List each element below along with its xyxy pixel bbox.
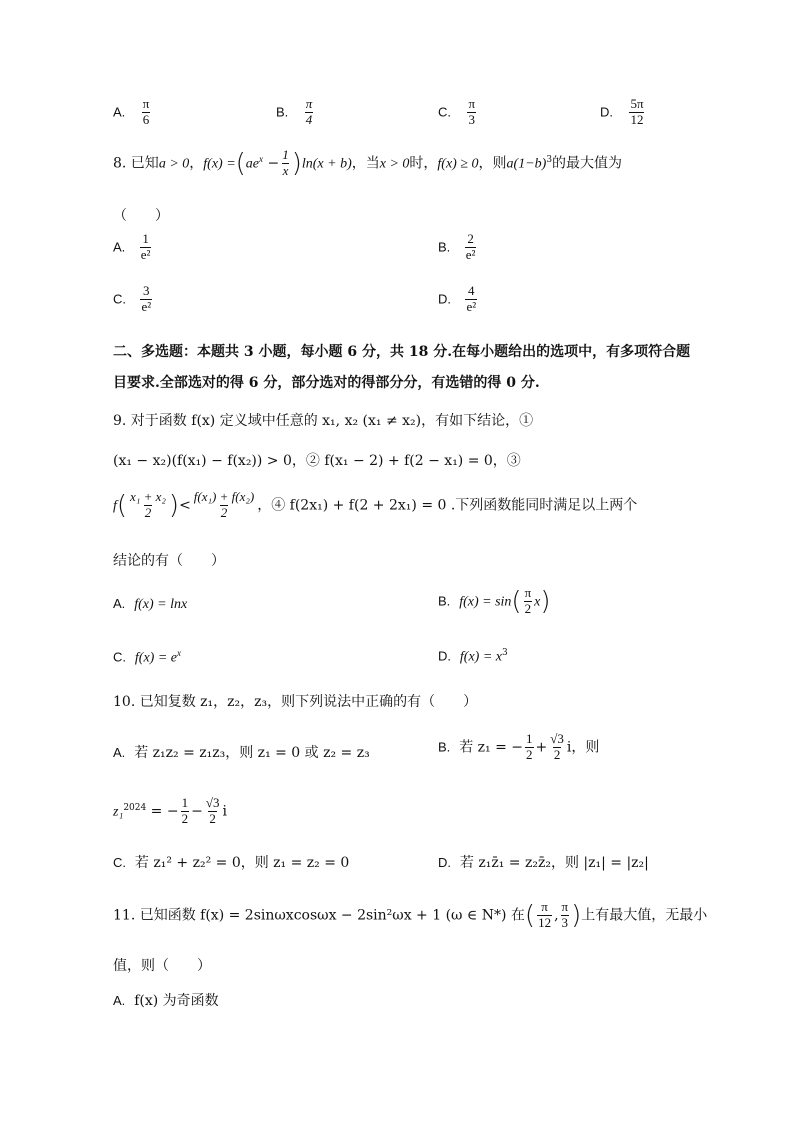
section-heading-line1: 二、多选题：本题共 3 小题，每小题 6 分，共 18 分.在每小题给出的选项中，有多项符合题 <box>113 344 691 360</box>
q7-option-c <box>438 97 478 128</box>
q8-option-b: B. $\frac{2}{\text{e²}}$ <box>438 231 476 262</box>
fraction: $\frac{1}{\text{e²}}$ <box>140 231 151 262</box>
option-label: A. <box>113 104 126 120</box>
fraction: $\frac{√3}{2}$ <box>205 795 220 826</box>
fraction: $\frac{\pi}{4}$ <box>305 96 313 127</box>
fraction: $\frac{4}{\text{e²}}$ <box>466 283 477 314</box>
q8-option-c: C. $\frac{3}{\text{e²}}$ <box>113 283 152 314</box>
q7-option-a <box>113 97 152 128</box>
q9-option-c: C. $f(x) = e^x$ <box>113 648 181 666</box>
q9-line3: f( $\frac{\text{x₁ + x₂}}{2}$ )< $\frac{\text{f(x₁) + f(x₂)}}{2}$ ，④ f(2x₁) + f(2 + 2x₁) = 0 .下列函数能同时满足以上两个 <box>113 489 638 521</box>
q9-option-b: B. f(x) = sin( $\frac{\pi}{2}$ x) <box>438 585 551 617</box>
fraction: $\frac{2}{\text{e²}}$ <box>465 231 476 262</box>
q9-option-a: A. f(x) = lnx <box>113 596 188 612</box>
fraction: $\frac{\pi}{3}$ <box>561 899 569 930</box>
fraction: $\frac{\pi}{3}$ <box>468 96 476 127</box>
option-label: B. <box>276 104 289 120</box>
fraction: $\frac{1}{2}$ <box>526 731 533 762</box>
q9-line2: (x₁ − x₂)(f(x₁) − f(x₂)) > 0，② f(x₁ − 2) + f(2 − x₁) = 0，③ <box>113 453 521 469</box>
fraction: $\frac{\pi}{2}$ <box>524 585 532 616</box>
fraction: $\frac{1}{2}$ <box>181 795 189 826</box>
q9-line1: 9. 对于函数 f(x) 定义域中任意的 x₁, x₂ (x₁ ≠ x₂)，有如下结论，① <box>113 413 534 429</box>
q10-option-b-cont: z₁$^{2024}$ = − $\frac{1}{2}$ − $\frac{√3}{2}$ i <box>113 795 227 826</box>
fraction: $\frac{\pi}{6}$ <box>142 96 150 127</box>
q9-line4: 结论的有（ ） <box>113 553 225 569</box>
q8-stem: 8. 已知a > 0，$f(x) =(ae^x$ − $\frac{1}{x}$ )ln(x + b)，当x > 0时，f(x) ≥ 0，则$a(1-b)^3$的最大值为 <box>113 147 623 179</box>
q10-option-d: D. 若 z₁z̄₁ = z₂z̄₂，则 |z₁| = |z₂| <box>438 855 649 871</box>
q8-option-a: A. $\frac{1}{\text{e²}}$ <box>113 231 151 262</box>
q7-option-d <box>600 97 647 128</box>
fraction: $\frac{5\pi}{12}$ <box>630 96 644 127</box>
q10-option-a: A. 若 z₁z₂ = z₁z₃，则 z₁ = 0 或 z₂ = z₃ <box>113 745 370 761</box>
section-heading-line2: 目要求.全部选对的得 6 分，部分选对的得部分分，有选错的得 0 分. <box>113 375 540 391</box>
fraction: $\frac{\text{x₁ + x₂}}{2}$ <box>130 489 166 520</box>
fraction: $\frac{\text{f(x₁) + f(x₂)}}{2}$ <box>193 489 255 520</box>
q10-option-b: B. 若 z₁ = − $\frac{1}{2}$ + $\frac{√3}{2}$ i，则 <box>438 731 600 762</box>
fraction: $\frac{1}{x}$ <box>282 147 289 178</box>
q9-option-d: D. $f(x) = x^3$ <box>438 648 508 665</box>
fraction: $\frac{\pi}{12}$ <box>538 899 552 930</box>
fraction: $\frac{3}{\text{e²}}$ <box>141 283 152 314</box>
q10-stem: 10. 已知复数 z₁，z₂，z₃，则下列说法中正确的有（ ） <box>113 694 478 710</box>
q8-option-d: D. $\frac{4}{\text{e²}}$ <box>438 283 477 314</box>
option-label: D. <box>600 104 613 120</box>
q8-blank: （ ） <box>113 208 169 224</box>
q11-stem-line2: 值，则（ ） <box>113 958 211 974</box>
fraction: $\frac{√3}{2}$ <box>550 731 564 762</box>
q11-stem: 11. 已知函数 f(x) = 2sinωxcosωx − 2sin²ωx + 1 (ω ∈ N*) 在( $\frac{\pi}{12}$ , $\frac{\pi}{3}$ )上有最大值，无最小 <box>113 899 708 931</box>
q10-option-c: C. 若 z₁² + z₂² = 0，则 z₁ = z₂ = 0 <box>113 855 350 871</box>
option-label: C. <box>438 104 451 120</box>
q11-option-a: A. f(x) 为奇函数 <box>113 993 219 1009</box>
q7-option-b <box>276 97 315 128</box>
